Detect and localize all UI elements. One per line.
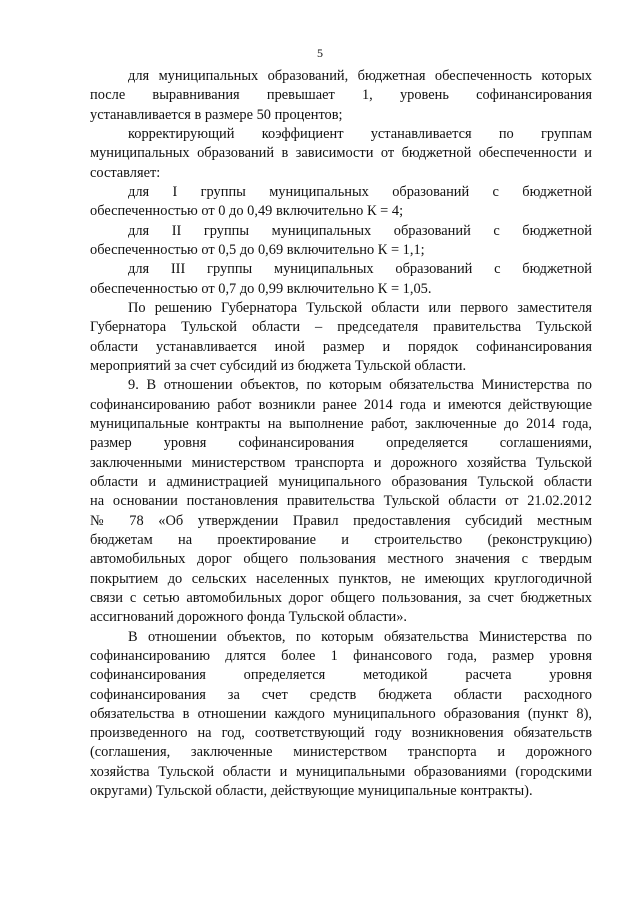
paragraph-first-line: В отношении объектов, по которым обязательства Министерства по (128, 628, 592, 645)
paragraph-first-line: 9. В отношении объектов, по которым обязательства Министерства по (128, 377, 592, 394)
text-line: на основании постановления правительства Тульской области от 21.02.2012 (90, 493, 592, 510)
text-line: обеспеченностью от 0,7 до 0,99 включительно К = 1,05. (90, 280, 432, 297)
text-line: № 78 «Об утверждении Правил предоставления субсидий местным (90, 512, 592, 529)
paragraph-first-line: По решению Губернатора Тульской области или первого заместителя (128, 299, 592, 316)
text-line: софинансирования определяется методикой расчета уровня (90, 667, 592, 684)
text-line: размер уровня софинансирования определяется соглашениями, (90, 435, 592, 452)
text-line: устанавливается в размере 50 процентов; (90, 106, 343, 123)
text-line: софинансированию длятся более 1 финансового года, размер уровня (90, 647, 592, 664)
text-line: покрытием до сельских населенных пунктов, не имеющих круглогодичной (90, 570, 592, 587)
text-line: мероприятий за счет субсидий из бюджета Тульской области. (90, 357, 467, 374)
text-line: (соглашения, заключенные министерством транспорта и дорожного (90, 744, 592, 761)
page-number: 5 (317, 46, 323, 60)
text-line: заключенными министерством транспорта и дорожного хозяйства Тульской (90, 454, 592, 471)
paragraph-first-line: для II группы муниципальных образований с бюджетной (128, 222, 592, 239)
text-line: хозяйства Тульской области и муниципальными образованиями (городскими (90, 763, 592, 780)
text-line: связи с сетью автомобильных дорог общего пользования, за счет бюджетных (90, 589, 592, 606)
paragraph-first-line: корректирующий коэффициент устанавливается по группам (128, 125, 592, 142)
text-line: обеспеченностью от 0,5 до 0,69 включительно К = 1,1; (90, 241, 425, 258)
paragraph-first-line: для III группы муниципальных образований с бюджетной (128, 261, 592, 278)
text-line: обязательства в отношении каждого муниципального образования (пункт 8), (90, 705, 592, 722)
text-line: после выравнивания превышает 1, уровень софинансирования (90, 87, 592, 104)
paragraph-first-line: для муниципальных образований, бюджетная обеспеченность которых (128, 68, 592, 84)
text-line: составляет: (90, 164, 161, 181)
text-line: Губернатора Тульской области – председателя правительства Тульской (90, 319, 592, 336)
paragraph-first-line: для I группы муниципальных образований с бюджетной (128, 183, 592, 200)
text-line: области и администрацией муниципального образования Тульской области (90, 473, 592, 490)
text-line: софинансирования за счет средств бюджета области расходного (90, 686, 592, 703)
text-line: произведенного на год, соответствующий году возникновения обязательств (90, 725, 592, 742)
text-line: ассигнований дорожного фонда Тульской области». (90, 609, 408, 626)
text-line: обеспеченностью от 0 до 0,49 включительно К = 4; (90, 203, 404, 220)
text-line: муниципальные контракты на выполнение работ, заключенные до 2014 года, (90, 415, 592, 432)
text-line: муниципальных образований в зависимости от бюджетной обеспеченности и (90, 145, 592, 162)
document-body (90, 67, 592, 801)
text-line: округами) Тульской области, действующие муниципальные контракты). (90, 783, 533, 800)
text-line: автомобильных дорог общего пользования местного значения с твердым (90, 551, 592, 568)
text-line: бюджетам на проектирование и строительство (реконструкцию) (90, 531, 592, 548)
text-line: области устанавливается иной размер и порядок софинансирования (90, 338, 592, 355)
text-line: софинансированию работ возникли ранее 2014 года и имеются действующие (90, 396, 592, 413)
